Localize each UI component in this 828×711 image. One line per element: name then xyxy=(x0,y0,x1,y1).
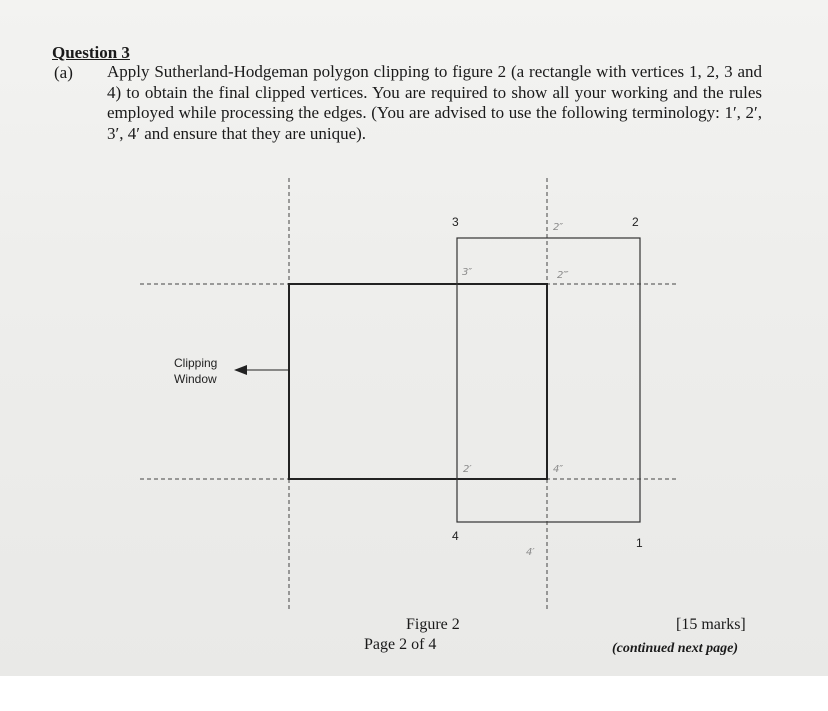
question-text: Apply Sutherland-Hodgeman polygon clipping to figure 2 (a rectangle with vertices 1, 2, 3 and 4) to obtain the final clipped vertices. You are required to show all your working and the rules employed while processing the edges. (You are advised to use the following terminology: 1′, 2′, 3′, 4′ and ensure that they are unique). xyxy=(107,62,762,143)
question-heading: Question 3 xyxy=(52,43,130,62)
handwritten-2-double-prime-top: 2″ xyxy=(553,222,564,233)
figure-caption: Figure 2 xyxy=(406,616,460,633)
vertex-2-label: 2 xyxy=(632,215,639,229)
continued-label: (continued next page) xyxy=(612,641,738,656)
page-number: Page 2 of 4 xyxy=(364,636,437,653)
handwritten-4-double-prime: 4″ xyxy=(553,464,564,475)
vertex-4-label: 4 xyxy=(452,529,459,543)
handwritten-2-triple-prime: 2‴ xyxy=(557,270,569,281)
handwritten-2-prime: 2′ xyxy=(463,464,472,475)
handwritten-3-double-prime: 3″ xyxy=(462,267,473,278)
marks-label: [15 marks] xyxy=(676,616,746,633)
clipping-window-rect xyxy=(289,284,547,479)
window-label-line1: Clipping xyxy=(174,356,218,370)
vertex-1-label: 1 xyxy=(636,536,643,550)
window-label-line2: Window xyxy=(174,372,217,386)
part-label: (a) xyxy=(54,63,73,82)
window-arrow-head xyxy=(234,365,247,375)
vertex-3-label: 3 xyxy=(452,215,459,229)
handwritten-4-prime: 4′ xyxy=(526,547,535,558)
